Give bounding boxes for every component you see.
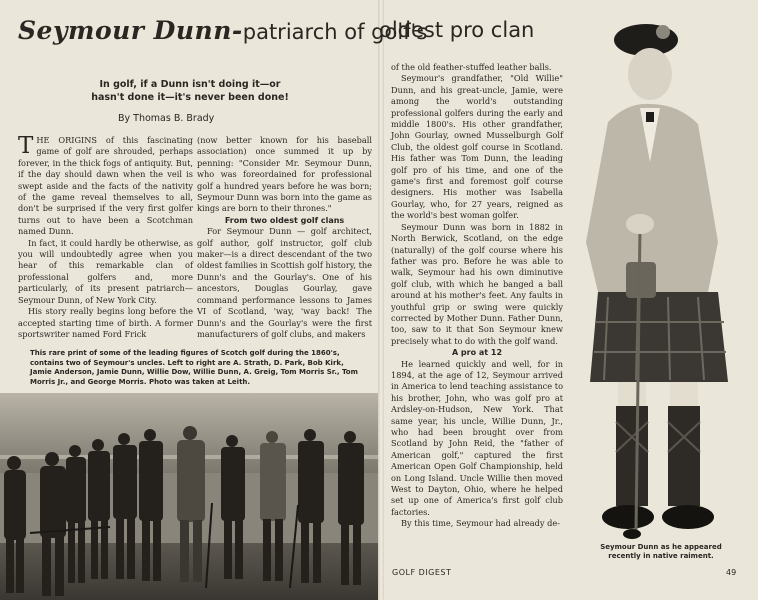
- seymour-dunn-portrait: [568, 12, 748, 560]
- portrait-caption: Seymour Dunn as he appeared recently in native raiment.: [600, 543, 722, 560]
- golfers-silhouettes: [0, 393, 378, 600]
- paragraph: For Seymour Dunn — golf architect, golf author, golf instructor, golf club maker—is a direct descendant of the two oldest families in Scottish golf history, the Dunn's and the Gourlay's. One of his ancestors, Douglas Gourlay, gave command performance lessons to James VI of Scotland, 'way, 'way back! The Dunn's and the Gourlay's were the first manufacturers of golf clubs, and makers: [197, 226, 372, 339]
- golfer-figure: [88, 439, 110, 579]
- paragraph: In fact, it could hardly be otherwise, as you will undoubtedly agree when you hear of this remarkable clan of professional golfers and, more particularly, of its present patriarch—Seymour Dunn, of New York City.: [18, 237, 193, 305]
- headline-left-text: patriarch of golf's: [242, 20, 428, 44]
- golfer-figure: [298, 429, 324, 583]
- article-deck: [60, 78, 320, 104]
- paragraph: By this time, Seymour had already de-: [401, 518, 560, 529]
- golfer-figure: [338, 431, 364, 585]
- golfer-figure: [139, 429, 163, 581]
- golfer-figure: [177, 426, 205, 582]
- headline-right: oldest pro clan: [379, 18, 535, 42]
- subhead: From two oldest golf clans: [224, 215, 345, 225]
- subhead: A pro at 12: [451, 348, 503, 358]
- paragraph-text: HE ORIGINS of this fascinating game of golf are shrouded, perhaps forever, in the thick fogs of antiquity. But, if the day should dawn when the veil is swept aside and the facts of the nativity of the game reveal themselves to all, don't be surprised if the very first golfer turns out to have been a Scotchman named Dunn.: [18, 135, 193, 237]
- golfer-figure: [4, 456, 26, 593]
- deck-line-2: hasn't done it—it's never been done!: [91, 92, 289, 103]
- article-column-2: [197, 135, 372, 340]
- deck-line-1: In golf, if a Dunn isn't doing it—or: [99, 79, 281, 90]
- golfer-figure: [260, 431, 286, 581]
- article-column-1: [18, 135, 193, 340]
- paragraph: Seymour's grandfather, "Old Willie" Dunn, and his great-uncle, Jamie, were among the world's outstanding professional golfers during the early and middle 1800's. His other grandfather, John Gourlay, owned Musselburgh Golf Club, the oldest golf course in Scotland. His father was Tom Dunn, the leading golf pro of his time, and one of the game's first and foremost golf course designers. His mother was Isabella Gourlay, who, for 27 years, reigned as the world's best woman golfer.: [391, 73, 563, 221]
- page-number: 49: [726, 568, 737, 577]
- paragraph: (now better known for his baseball association) once summed it up by penning: "Consider Mr. Seymour Dunn, who was foreordained for professional golf a hundred years before he was born; Seymour Dunn was born into the game as kings are born to their thrones.": [197, 135, 372, 214]
- group-photo-caption: This rare print of some of the leading figures of Scotch golf during the 1860's, contains two of Seymour's uncles. Left to right are A. Strath, D. Park, Bob Kirk, Jamie Anderson, Jamie Dunn, Willie Dow, Willie Dunn, A. Greig, Tom Morris Sr., Tom Morris Jr., and George Morris. Photo was taken at Leith.: [30, 349, 358, 386]
- drop-cap: T: [18, 133, 34, 159]
- golfer-figure: [66, 445, 86, 583]
- golfer-figure: [40, 452, 66, 596]
- page-spine: [378, 0, 384, 600]
- paragraph: His story really begins long before the accepted starting time of birth. A former sportswriter named Ford Frick: [18, 306, 193, 339]
- golfer-figure: [221, 435, 245, 579]
- golfer-figure: [113, 433, 137, 579]
- magazine-name: GOLF DIGEST: [392, 568, 452, 577]
- headline-script-name: Seymour Dunn-: [18, 16, 243, 45]
- group-photo: [0, 393, 378, 600]
- paragraph: He learned quickly and well, for in 1894, at the age of 12, Seymour arrived in America to lend teaching assistance to his brother, John, who was golf pro at Ardsley-on-Hudson, New York. That same year, his uncle, Willie Dunn, Jr., who had been brought over from Scotland by John Reid, the "father of American golf," captured the first American Open Golf Championship, held on Long Island. Uncle Willie then moved West to Dayton, Ohio, where he helped set up one of America's first golf club factories.: [391, 358, 563, 517]
- paragraph: [18, 135, 193, 238]
- paragraph: Seymour Dunn was born in 1882 in North Berwick, Scotland, on the edge (naturally) of the golf course where his father was pro. Before he was able to walk, Seymour had his own diminutive golf club, with which he banged a ball around at his mother's feet. Any faults in youthful grip or swing were quickly corrected by Mother Dunn. Father Dunn, too, saw to it that Son Seymour knew precisely what to do with the golf wand.: [391, 221, 563, 346]
- article-column-3: [391, 62, 563, 530]
- byline: By Thomas B. Brady: [118, 113, 215, 124]
- paragraph: of the old feather-stuffed leather balls.: [391, 62, 552, 72]
- portrait-figure: [586, 24, 728, 539]
- headline-left: [18, 16, 427, 45]
